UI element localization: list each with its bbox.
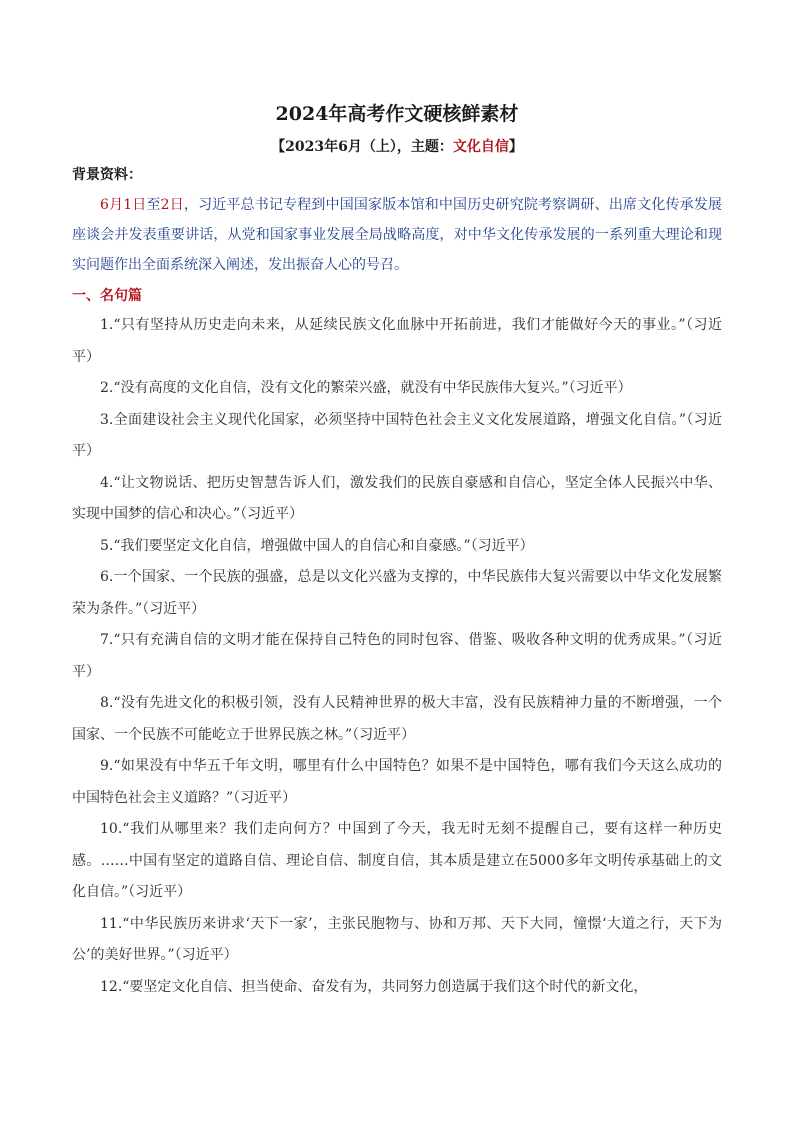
quote-item: 6.一个国家、一个民族的强盛，总是以文化兴盛为支撑的，中华民族伟大复兴需要以中华文化发展繁荣为条件。”（习近平） <box>72 569 722 617</box>
section-title: 一、名句篇 <box>72 288 142 304</box>
quote-item: 9.“如果没有中华五千年文明，哪里有什么中国特色？如果不是中国特色，哪有我们今天这么成功的中国特色社会主义道路？”（习近平） <box>72 758 722 806</box>
background-mid: 至 <box>146 197 161 213</box>
quote-item: 10.“我们从哪里来？我们走向何方？中国到了今天，我无时无刻不提醒自己，要有这样一种历史感。……中国有坚定的道路自信、理论自信、制度自信，其本质是建立在5000多年文明传承基础上的文化自信。”（习近平） <box>72 821 722 900</box>
subtitle-prefix: 【2023年6月（上），主题： <box>271 139 453 155</box>
doc-title: 2024年高考作文硬核鲜素材 <box>275 103 519 125</box>
quote-item: 11.“中华民族历来讲求‘天下一家’，主张民胞物与、协和万邦、天下大同，憧憬‘大道之行，天下为公’的美好世界。”（习近平） <box>72 915 722 963</box>
background-text: ，习近平总书记专程到中国国家版本馆和中国历史研究院考察调研、出席文化传承发展座谈会并发表重要讲话，从党和国家事业发展全局战略高度，对中华文化传承发展的一系列重大理论和现实问题作出全面系统深入阐述，发出振奋人心的号召。 <box>72 197 723 273</box>
quote-list <box>72 310 722 1003</box>
quote-item: 4.“让文物说话、把历史智慧告诉人们，激发我们的民族自豪感和自信心，坚定全体人民振兴中华、实现中国梦的信心和决心。”（习近平） <box>72 474 722 522</box>
quote-item: 5.“我们要坚定文化自信，增强做中国人的自信心和自豪感。”（习近平） <box>100 537 534 554</box>
subtitle-theme: 文化自信 <box>452 139 509 155</box>
quote-item: 1.“只有坚持从历史走向未来，从延续民族文化血脉中开拓前进，我们才能做好今天的事业。”（习近平） <box>72 317 722 365</box>
background-date-start: 6月1日 <box>100 197 147 213</box>
background-date-end: 2日 <box>160 197 184 213</box>
quote-item: 8.“没有先进文化的积极引领，没有人民精神世界的极大丰富，没有民族精神力量的不断增强，一个国家、一个民族不可能屹立于世界民族之林。”（习近平） <box>72 695 722 743</box>
background-paragraph <box>72 190 722 280</box>
background-label: 背景资料： <box>72 167 142 183</box>
quote-item: 2.“没有高度的文化自信，没有文化的繁荣兴盛，就没有中华民族伟大复兴。”（习近平） <box>100 380 632 396</box>
quote-item: 12.“要坚定文化自信、担当使命、奋发有为，共同努力创造属于我们这个时代的新文化， <box>100 978 648 995</box>
doc-subtitle <box>72 136 722 158</box>
quote-item: 7.“只有充满自信的文明才能在保持自己特色的同时包容、借鉴、吸收各种文明的优秀成果。”（习近平） <box>72 632 722 680</box>
subtitle-suffix: 】 <box>508 139 523 155</box>
quote-item: 3.全面建设社会主义现代化国家，必须坚持中国特色社会主义文化发展道路，增强文化自信。”（习近平） <box>72 411 722 459</box>
